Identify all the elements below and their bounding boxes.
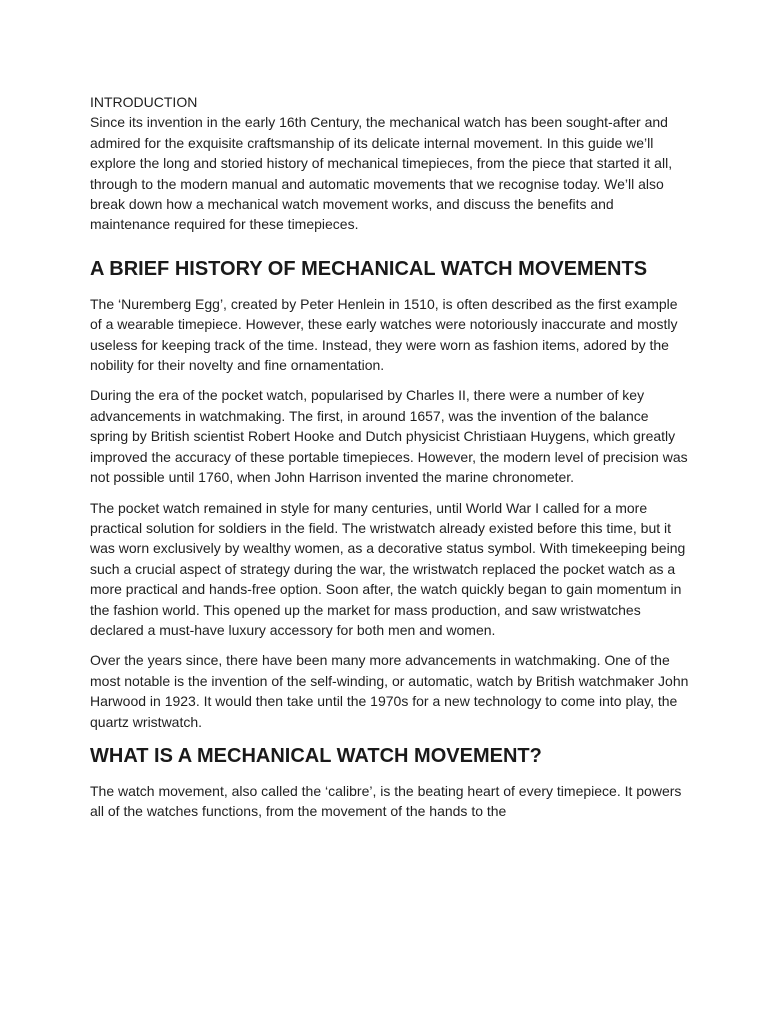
history-paragraph-2: During the era of the pocket watch, popularised by Charles II, there were a number of key advancements in watchmaking. The first, in around 1657, was the invention of the balance spring by British scientist Robert Hooke and Dutch physicist Christiaan Huygens, which greatly improved the accuracy of these portable timepieces. However, the modern level of precision was not possible until 1760, when John Harrison invented the marine chronometer.	[90, 387, 688, 486]
document-page	[90, 92, 690, 832]
movement-heading: WHAT IS A MECHANICAL WATCH MOVEMENT?	[90, 744, 542, 767]
history-paragraph-4: Over the years since, there have been many more advancements in watchmaking. One of the most notable is the invention of the self-winding, or automatic, watch by British watchmaker John Harwood in 1923. It would then take until the 1970s for a new technology to come into play, the quartz wristwatch.	[90, 652, 689, 730]
history-paragraph-1: The ‘Nuremberg Egg’, created by Peter Henlein in 1510, is often described as the first example of a wearable timepiece. However, these early watches were notoriously inaccurate and mostly useless for keeping track of the time. Instead, they were worn as fashion items, adored by the nobility for their novelty and fine ornamentation.	[90, 295, 678, 374]
intro-label: INTRODUCTION	[90, 94, 198, 110]
intro-paragraph: Since its invention in the early 16th Century, the mechanical watch has been sought-after and admired for the exquisite craftsmanship of its delicate internal movement. In this guide we’ll explore the long and storied history of mechanical timepieces, from the piece that started it all, through to the modern manual and automatic movements that we recognise today. We’ll also break down how a mechanical watch movement works, and discuss the benefits and maintenance required for these timepieces.	[90, 114, 673, 233]
history-heading: A BRIEF HISTORY OF MECHANICAL WATCH MOVEMENTS	[90, 257, 648, 280]
history-paragraph-3: The pocket watch remained in style for many centuries, until World War I called for a more practical solution for soldiers in the field. The wristwatch already existed before this time, but it was worn exclusively by wealthy women, as a decorative status symbol. With timekeeping being such a crucial aspect of strategy during the war, the wristwatch replaced the pocket watch as a more practical and hands-free option. Soon after, the watch quickly began to gain momentum in the fashion world. This opened up the market for mass production, and saw wristwatches declared a must-have luxury accessory for both men and women.	[90, 499, 686, 638]
movement-paragraph-1: The watch movement, also called the ‘calibre’, is the beating heart of every timepiece. It powers all of the watches functions, from the movement of the hands to the	[90, 782, 682, 820]
